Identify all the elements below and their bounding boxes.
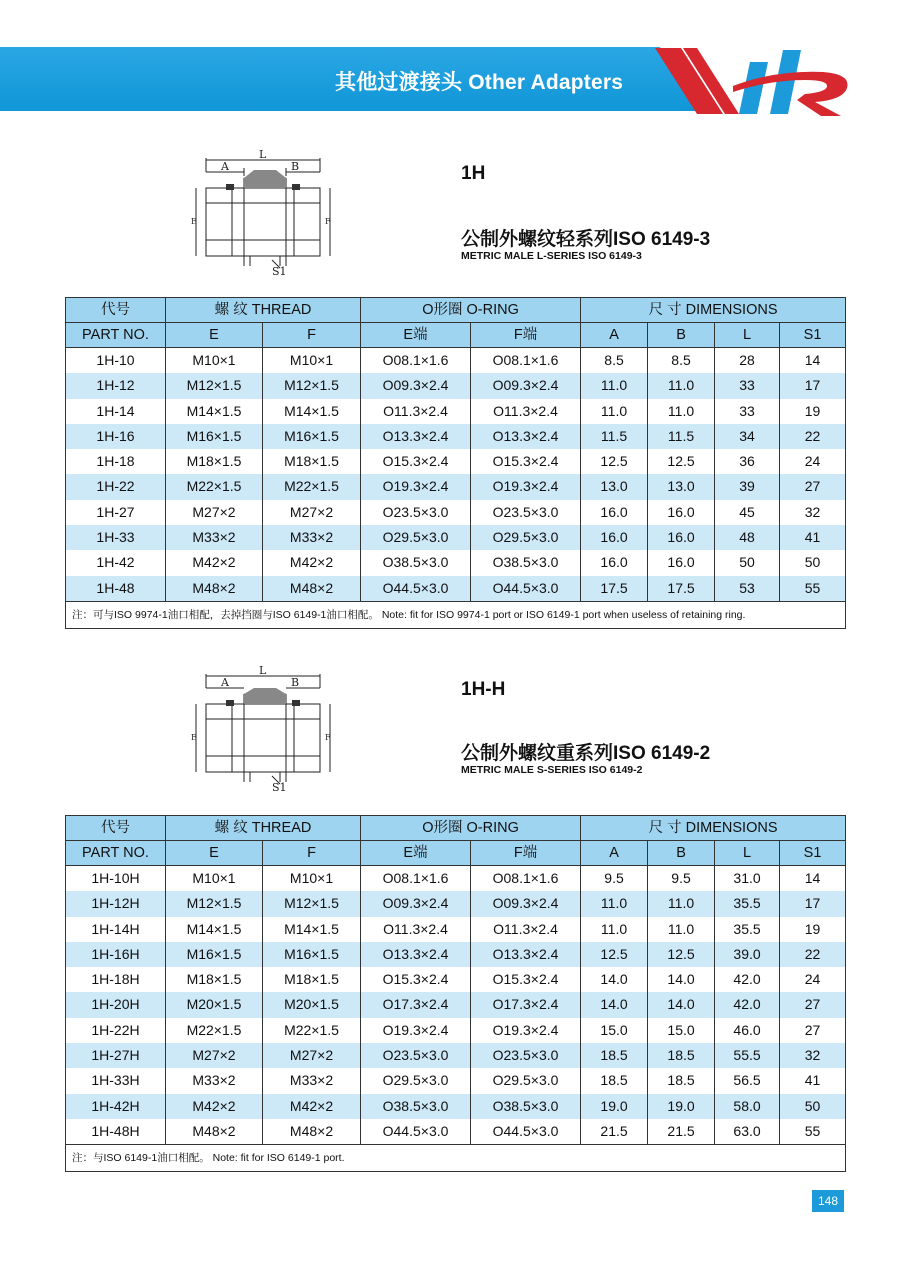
table-cell: 1H-20H xyxy=(66,992,166,1017)
table-cell: 46.0 xyxy=(715,1018,780,1043)
table-cell: 39.0 xyxy=(715,942,780,967)
table-cell: M18×1.5 xyxy=(263,449,361,474)
table-cell: 1H-22 xyxy=(66,474,166,499)
table-cell: 11.0 xyxy=(648,373,715,398)
header-code-cn: 代号 xyxy=(66,816,166,841)
table-cell: 33 xyxy=(715,399,780,424)
table-row xyxy=(66,1068,846,1093)
table-cell: 19 xyxy=(780,917,846,942)
table-cell: 12.5 xyxy=(581,942,648,967)
table-cell: O08.1×1.6 xyxy=(361,866,471,892)
table-cell: M20×1.5 xyxy=(166,992,263,1017)
table-cell: M18×1.5 xyxy=(166,449,263,474)
table-cell: M12×1.5 xyxy=(263,891,361,916)
table-row xyxy=(66,891,846,916)
dim-label-a: A xyxy=(221,160,229,173)
table-cell: 42.0 xyxy=(715,967,780,992)
table-row xyxy=(66,449,846,474)
table-cell: 55 xyxy=(780,576,846,602)
table-cell: 1H-12 xyxy=(66,373,166,398)
table-cell: 8.5 xyxy=(581,348,648,374)
table-cell: M33×2 xyxy=(166,525,263,550)
table-cell: O11.3×2.4 xyxy=(361,917,471,942)
table-cell: M22×1.5 xyxy=(166,474,263,499)
table-cell: 1H-42H xyxy=(66,1094,166,1119)
table-row xyxy=(66,917,846,942)
table-cell: O11.3×2.4 xyxy=(361,399,471,424)
section2-title-en: METRIC MALE S-SERIES ISO 6149-2 xyxy=(461,764,643,776)
table-cell: M27×2 xyxy=(166,1043,263,1068)
table-cell: O13.3×2.4 xyxy=(361,424,471,449)
table-cell: M48×2 xyxy=(166,576,263,602)
table-cell: O08.1×1.6 xyxy=(471,866,581,892)
table-cell: M16×1.5 xyxy=(166,942,263,967)
table-cell: 32 xyxy=(780,1043,846,1068)
table-cell: 12.5 xyxy=(648,449,715,474)
table-cell: 22 xyxy=(780,424,846,449)
table-cell: O29.5×3.0 xyxy=(471,1068,581,1093)
table-cell: 19 xyxy=(780,399,846,424)
table-cell: 18.5 xyxy=(581,1043,648,1068)
table-cell: 14 xyxy=(780,866,846,892)
table-cell: 8.5 xyxy=(648,348,715,374)
table-cell: M22×1.5 xyxy=(263,474,361,499)
table-cell: M27×2 xyxy=(166,500,263,525)
table-cell: O17.3×2.4 xyxy=(361,992,471,1017)
table-cell: 14.0 xyxy=(581,967,648,992)
brand-logo-icon xyxy=(655,42,860,120)
table-cell: O09.3×2.4 xyxy=(471,373,581,398)
table-cell: 48 xyxy=(715,525,780,550)
table-cell: 36 xyxy=(715,449,780,474)
dim-label-l: L xyxy=(259,664,267,677)
header-thread: 螺 纹 THREAD xyxy=(166,298,361,323)
table-cell: 18.5 xyxy=(581,1068,648,1093)
table-cell: 50 xyxy=(780,1094,846,1119)
table-cell: 28 xyxy=(715,348,780,374)
table-cell: M14×1.5 xyxy=(263,399,361,424)
table-cell: O23.5×3.0 xyxy=(361,1043,471,1068)
table-cell: O29.5×3.0 xyxy=(471,525,581,550)
table-cell: 11.0 xyxy=(581,917,648,942)
dim-label-b: B xyxy=(291,160,300,173)
table-cell: O19.3×2.4 xyxy=(361,474,471,499)
table-cell: 1H-12H xyxy=(66,891,166,916)
dim-label-e: E xyxy=(191,733,197,742)
table-cell: 17.5 xyxy=(648,576,715,602)
table-cell: 9.5 xyxy=(581,866,648,892)
table-cell: 11.0 xyxy=(581,373,648,398)
table-cell: 1H-27H xyxy=(66,1043,166,1068)
header-thread: 螺 纹 THREAD xyxy=(166,816,361,841)
table-cell: 11.0 xyxy=(648,917,715,942)
table-cell: M12×1.5 xyxy=(263,373,361,398)
table-cell: O19.3×2.4 xyxy=(471,474,581,499)
dim-label-s1: S1 xyxy=(272,781,287,792)
table-cell: M48×2 xyxy=(166,1119,263,1145)
table-cell: M33×2 xyxy=(263,525,361,550)
table-cell: 21.5 xyxy=(581,1119,648,1145)
table-row xyxy=(66,967,846,992)
table-cell: O44.5×3.0 xyxy=(471,1119,581,1145)
table-cell: 16.0 xyxy=(581,500,648,525)
table-cell: 18.5 xyxy=(648,1068,715,1093)
table-cell: O23.5×3.0 xyxy=(471,1043,581,1068)
table-cell: M27×2 xyxy=(263,500,361,525)
table-cell: 22 xyxy=(780,942,846,967)
table-note: 注：与ISO 6149-1油口相配。 Note: fit for ISO 6149-1 port. xyxy=(66,1145,846,1172)
table-cell: 39 xyxy=(715,474,780,499)
table-row xyxy=(66,1018,846,1043)
table-row xyxy=(66,1119,846,1145)
section1-code: 1H xyxy=(461,163,486,184)
table-cell: O15.3×2.4 xyxy=(471,967,581,992)
table-cell: 11.5 xyxy=(581,424,648,449)
table-row xyxy=(66,1043,846,1068)
section2-code: 1H-H xyxy=(461,679,506,700)
header-code-en: PART NO. xyxy=(66,841,166,866)
table-cell: 1H-33 xyxy=(66,525,166,550)
table-row xyxy=(66,399,846,424)
header-l: L xyxy=(715,323,780,348)
dim-label-f: F xyxy=(325,217,331,226)
table-row xyxy=(66,348,846,374)
fitting-drawing-1h xyxy=(188,148,338,276)
table-cell: 19.0 xyxy=(648,1094,715,1119)
table-cell: 16.0 xyxy=(581,550,648,575)
table-cell: M27×2 xyxy=(263,1043,361,1068)
table-cell: O15.3×2.4 xyxy=(471,449,581,474)
table-cell: O11.3×2.4 xyxy=(471,399,581,424)
table-cell: O13.3×2.4 xyxy=(361,942,471,967)
table-cell: O13.3×2.4 xyxy=(471,424,581,449)
table-cell: 1H-42 xyxy=(66,550,166,575)
table-cell: 42.0 xyxy=(715,992,780,1017)
table-cell: O19.3×2.4 xyxy=(471,1018,581,1043)
table-cell: M48×2 xyxy=(263,1119,361,1145)
table-cell: 14.0 xyxy=(648,992,715,1017)
table-cell: M12×1.5 xyxy=(166,891,263,916)
table-cell: 27 xyxy=(780,474,846,499)
header-f: F xyxy=(263,323,361,348)
header-code-en: PART NO. xyxy=(66,323,166,348)
table-cell: 13.0 xyxy=(581,474,648,499)
table-cell: O44.5×3.0 xyxy=(361,1119,471,1145)
table-cell: M22×1.5 xyxy=(263,1018,361,1043)
header-b: B xyxy=(648,323,715,348)
table-row xyxy=(66,992,846,1017)
table-cell: O08.1×1.6 xyxy=(361,348,471,374)
header-b: B xyxy=(648,841,715,866)
table-cell: 14.0 xyxy=(581,992,648,1017)
header-oring: O形圈 O-RING xyxy=(361,816,581,841)
table-cell: 14 xyxy=(780,348,846,374)
table-cell: M18×1.5 xyxy=(263,967,361,992)
table-cell: 11.0 xyxy=(581,891,648,916)
table-cell: 16.0 xyxy=(648,500,715,525)
header-a: A xyxy=(581,841,648,866)
table-cell: 11.0 xyxy=(648,399,715,424)
table-cell: 17 xyxy=(780,373,846,398)
table-cell: M14×1.5 xyxy=(166,917,263,942)
table-cell: 1H-16H xyxy=(66,942,166,967)
header-e-end: E端 xyxy=(361,323,471,348)
table-row xyxy=(66,500,846,525)
table-row xyxy=(66,866,846,892)
table-cell: 11.5 xyxy=(648,424,715,449)
header-l: L xyxy=(715,841,780,866)
table-cell: O23.5×3.0 xyxy=(361,500,471,525)
table-cell: 19.0 xyxy=(581,1094,648,1119)
table-cell: M16×1.5 xyxy=(263,942,361,967)
table-cell: 1H-22H xyxy=(66,1018,166,1043)
table-row xyxy=(66,576,846,602)
table-cell: 11.0 xyxy=(581,399,648,424)
table-row xyxy=(66,550,846,575)
table-cell: 31.0 xyxy=(715,866,780,892)
page-number: 148 xyxy=(812,1190,844,1212)
header-a: A xyxy=(581,323,648,348)
header-f: F xyxy=(263,841,361,866)
table-cell: 1H-18 xyxy=(66,449,166,474)
table-cell: M42×2 xyxy=(166,1094,263,1119)
page-title: 其他过渡接头 Other Adapters xyxy=(335,71,624,94)
dim-label-l: L xyxy=(259,148,267,161)
table-cell: 9.5 xyxy=(648,866,715,892)
section2-title-cn: 公制外螺纹重系列ISO 6149-2 xyxy=(461,743,711,764)
header-oring: O形圈 O-RING xyxy=(361,298,581,323)
header-s1: S1 xyxy=(780,323,846,348)
dim-label-s1: S1 xyxy=(272,265,287,276)
table-cell: 55.5 xyxy=(715,1043,780,1068)
table-cell: 1H-33H xyxy=(66,1068,166,1093)
table-cell: 41 xyxy=(780,1068,846,1093)
table-cell: M42×2 xyxy=(166,550,263,575)
header-e: E xyxy=(166,841,263,866)
table-cell: 63.0 xyxy=(715,1119,780,1145)
table-cell: O38.5×3.0 xyxy=(361,550,471,575)
table-cell: M48×2 xyxy=(263,576,361,602)
table-cell: O08.1×1.6 xyxy=(471,348,581,374)
table-cell: 14.0 xyxy=(648,967,715,992)
table-cell: 35.5 xyxy=(715,891,780,916)
table-cell: 27 xyxy=(780,1018,846,1043)
table-cell: 1H-14H xyxy=(66,917,166,942)
table-cell: 41 xyxy=(780,525,846,550)
table-cell: 53 xyxy=(715,576,780,602)
table-cell: O38.5×3.0 xyxy=(471,550,581,575)
dim-label-f: F xyxy=(325,733,331,742)
table-cell: 27 xyxy=(780,992,846,1017)
header-code-cn: 代号 xyxy=(66,298,166,323)
table-cell: M33×2 xyxy=(263,1068,361,1093)
table-cell: M12×1.5 xyxy=(166,373,263,398)
table-cell: 1H-14 xyxy=(66,399,166,424)
table-cell: 1H-10H xyxy=(66,866,166,892)
table-cell: 58.0 xyxy=(715,1094,780,1119)
table-cell: M33×2 xyxy=(166,1068,263,1093)
table-cell: O11.3×2.4 xyxy=(471,917,581,942)
table-cell: 18.5 xyxy=(648,1043,715,1068)
table-cell: O29.5×3.0 xyxy=(361,525,471,550)
table-cell: 56.5 xyxy=(715,1068,780,1093)
table-cell: 17 xyxy=(780,891,846,916)
table-cell: 55 xyxy=(780,1119,846,1145)
table-cell: 34 xyxy=(715,424,780,449)
table-cell: 16.0 xyxy=(648,550,715,575)
table-cell: O15.3×2.4 xyxy=(361,967,471,992)
table-row xyxy=(66,424,846,449)
section1-title-cn: 公制外螺纹轻系列ISO 6149-3 xyxy=(461,229,711,250)
table-cell: 11.0 xyxy=(648,891,715,916)
table-cell: O44.5×3.0 xyxy=(361,576,471,602)
table-cell: O23.5×3.0 xyxy=(471,500,581,525)
table-cell: O38.5×3.0 xyxy=(361,1094,471,1119)
fitting-drawing-1h-h xyxy=(188,664,338,792)
header-e: E xyxy=(166,323,263,348)
dim-label-a: A xyxy=(221,676,229,689)
table-cell: M14×1.5 xyxy=(263,917,361,942)
table-cell: 45 xyxy=(715,500,780,525)
table-cell: 16.0 xyxy=(648,525,715,550)
table-cell: O38.5×3.0 xyxy=(471,1094,581,1119)
section1-title-en: METRIC MALE L-SERIES ISO 6149-3 xyxy=(461,250,642,262)
table-cell: 1H-27 xyxy=(66,500,166,525)
table-cell: O09.3×2.4 xyxy=(471,891,581,916)
table-cell: M16×1.5 xyxy=(263,424,361,449)
table-cell: M42×2 xyxy=(263,550,361,575)
table-cell: M14×1.5 xyxy=(166,399,263,424)
table-cell: O13.3×2.4 xyxy=(471,942,581,967)
dim-label-b: B xyxy=(291,676,300,689)
table-cell: 1H-48 xyxy=(66,576,166,602)
table-cell: 13.0 xyxy=(648,474,715,499)
table-cell: 1H-16 xyxy=(66,424,166,449)
table-cell: O09.3×2.4 xyxy=(361,891,471,916)
table-cell: O09.3×2.4 xyxy=(361,373,471,398)
table-row xyxy=(66,474,846,499)
table-cell: 1H-18H xyxy=(66,967,166,992)
spec-table-1h xyxy=(65,297,846,629)
header-dimensions: 尺 寸 DIMENSIONS xyxy=(581,298,846,323)
table-cell: 15.0 xyxy=(648,1018,715,1043)
table-cell: M10×1 xyxy=(166,866,263,892)
table-cell: 24 xyxy=(780,449,846,474)
table-cell: M20×1.5 xyxy=(263,992,361,1017)
table-cell: O19.3×2.4 xyxy=(361,1018,471,1043)
table-row xyxy=(66,942,846,967)
header-e-end: E端 xyxy=(361,841,471,866)
table-cell: 15.0 xyxy=(581,1018,648,1043)
table-cell: 21.5 xyxy=(648,1119,715,1145)
dim-label-e: E xyxy=(191,217,197,226)
table-cell: 12.5 xyxy=(581,449,648,474)
table-cell: 1H-48H xyxy=(66,1119,166,1145)
table-cell: O29.5×3.0 xyxy=(361,1068,471,1093)
table-cell: M10×1 xyxy=(263,348,361,374)
table-cell: O15.3×2.4 xyxy=(361,449,471,474)
table-cell: M16×1.5 xyxy=(166,424,263,449)
table-note: 注：可与ISO 9974-1油口相配，去掉挡圈与ISO 6149-1油口相配。 Note: fit for ISO 9974-1 port or ISO 6149-1 port when useless of retaining ring. xyxy=(66,601,846,628)
table-cell: 50 xyxy=(780,550,846,575)
table-row xyxy=(66,525,846,550)
header-f-end: F端 xyxy=(471,841,581,866)
table-cell: O44.5×3.0 xyxy=(471,576,581,602)
table-cell: M10×1 xyxy=(166,348,263,374)
table-cell: M18×1.5 xyxy=(166,967,263,992)
table-cell: 16.0 xyxy=(581,525,648,550)
table-cell: 17.5 xyxy=(581,576,648,602)
table-cell: 33 xyxy=(715,373,780,398)
header-dimensions: 尺 寸 DIMENSIONS xyxy=(581,816,846,841)
table-cell: M22×1.5 xyxy=(166,1018,263,1043)
table-cell: 1H-10 xyxy=(66,348,166,374)
table-cell: O17.3×2.4 xyxy=(471,992,581,1017)
table-cell: M10×1 xyxy=(263,866,361,892)
header-f-end: F端 xyxy=(471,323,581,348)
table-cell: 50 xyxy=(715,550,780,575)
header-s1: S1 xyxy=(780,841,846,866)
table-cell: M42×2 xyxy=(263,1094,361,1119)
spec-table-1h-h xyxy=(65,815,846,1172)
table-cell: 12.5 xyxy=(648,942,715,967)
table-cell: 32 xyxy=(780,500,846,525)
table-cell: 24 xyxy=(780,967,846,992)
table-cell: 35.5 xyxy=(715,917,780,942)
table-row xyxy=(66,1094,846,1119)
table-row xyxy=(66,373,846,398)
